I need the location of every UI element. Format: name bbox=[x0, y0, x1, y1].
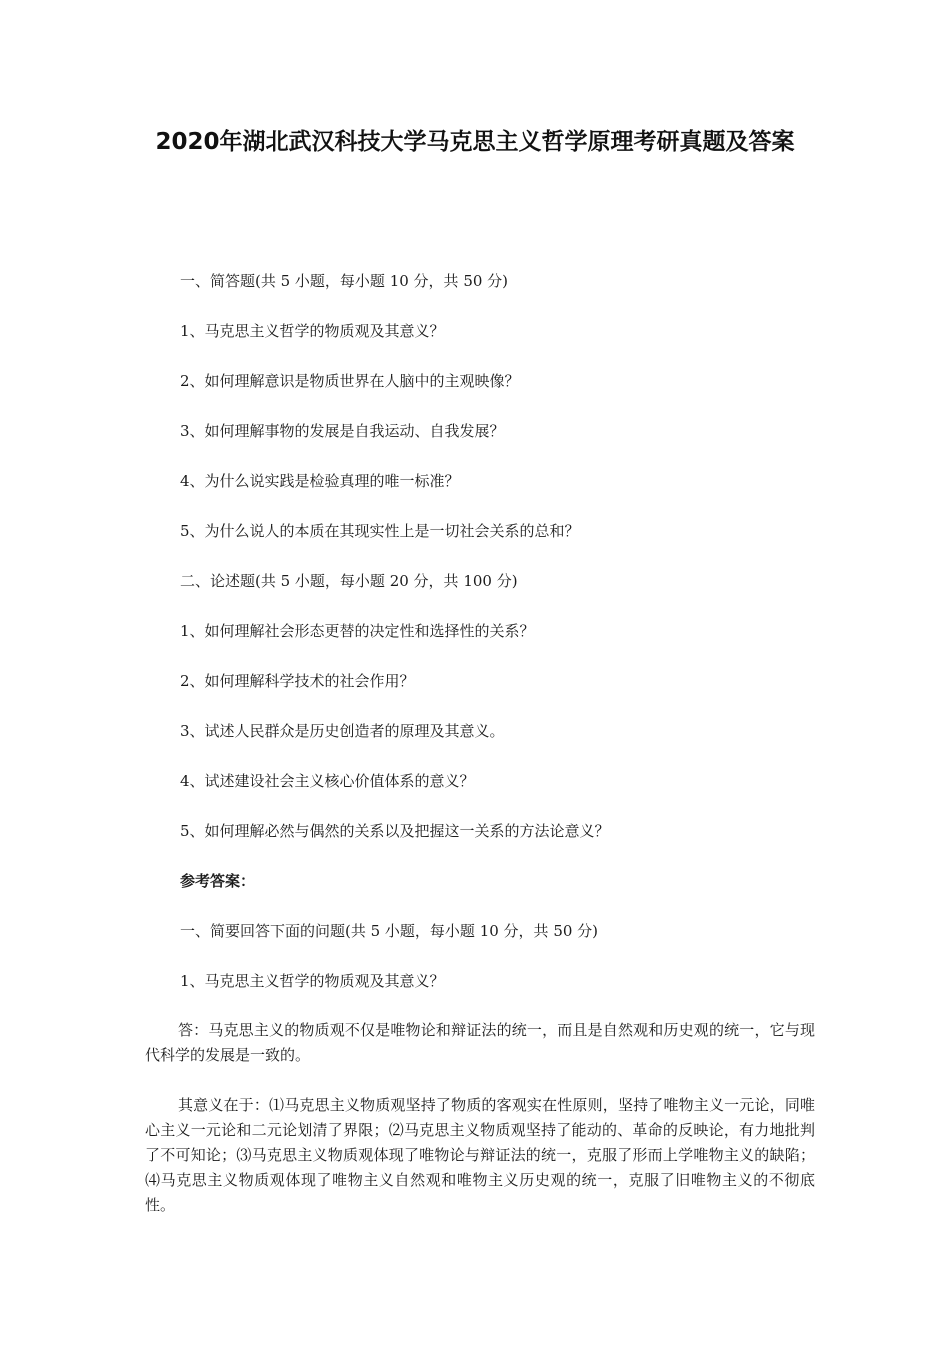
answer-paragraph-1: 答：马克思主义的物质观不仅是唯物论和辩证法的统一，而且是自然观和历史观的统一，它与现代科学的发展是一致的。 bbox=[145, 1021, 815, 1064]
section2-question-4: 4、试述建设社会主义核心价值体系的意义？ bbox=[180, 772, 475, 790]
section2-question-2: 2、如何理解科学技术的社会作用？ bbox=[180, 672, 415, 690]
section1-heading: 一、简答题(共 5 小题，每小题 10 分，共 50 分) bbox=[180, 272, 509, 290]
section1-question-4: 4、为什么说实践是检验真理的唯一标准？ bbox=[180, 472, 460, 490]
section1-question-1: 1、马克思主义哲学的物质观及其意义？ bbox=[180, 322, 445, 340]
section2-question-1: 1、如何理解社会形态更替的决定性和选择性的关系？ bbox=[180, 622, 535, 640]
answer-paragraph-2: 其意义在于：⑴马克思主义物质观坚持了物质的客观实在性原则，坚持了唯物主义一元论，同唯心主义一元论和二元论划清了界限；⑵马克思主义物质观坚持了能动的、革命的反映论，有力地批判了不可知论；⑶马克思主义物质观体现了唯物论与辩证法的统一，克服了形而上学唯物主义的缺陷；⑷马克思主义物质观体现了唯物主义自然观和唯物主义历史观的统一，克服了旧唯物主义的不彻底性。 bbox=[145, 1096, 815, 1214]
answers-question-1: 1、马克思主义哲学的物质观及其意义？ bbox=[180, 972, 445, 990]
section2-question-5: 5、如何理解必然与偶然的关系以及把握这一关系的方法论意义？ bbox=[180, 822, 610, 840]
answers-label: 参考答案： bbox=[180, 872, 256, 890]
section1-question-5: 5、为什么说人的本质在其现实性上是一切社会关系的总和？ bbox=[180, 522, 580, 540]
section2-heading: 二、论述题(共 5 小题，每小题 20 分，共 100 分) bbox=[180, 572, 518, 590]
section2-question-3: 3、试述人民群众是历史创造者的原理及其意义。 bbox=[180, 722, 505, 740]
section1-question-2: 2、如何理解意识是物质世界在人脑中的主观映像？ bbox=[180, 372, 520, 390]
answers-heading: 一、简要回答下面的问题(共 5 小题，每小题 10 分，共 50 分) bbox=[180, 922, 599, 940]
section1-question-3: 3、如何理解事物的发展是自我运动、自我发展？ bbox=[180, 422, 505, 440]
document-title: 2020年湖北武汉科技大学马克思主义哲学原理考研真题及答案 bbox=[155, 129, 795, 155]
